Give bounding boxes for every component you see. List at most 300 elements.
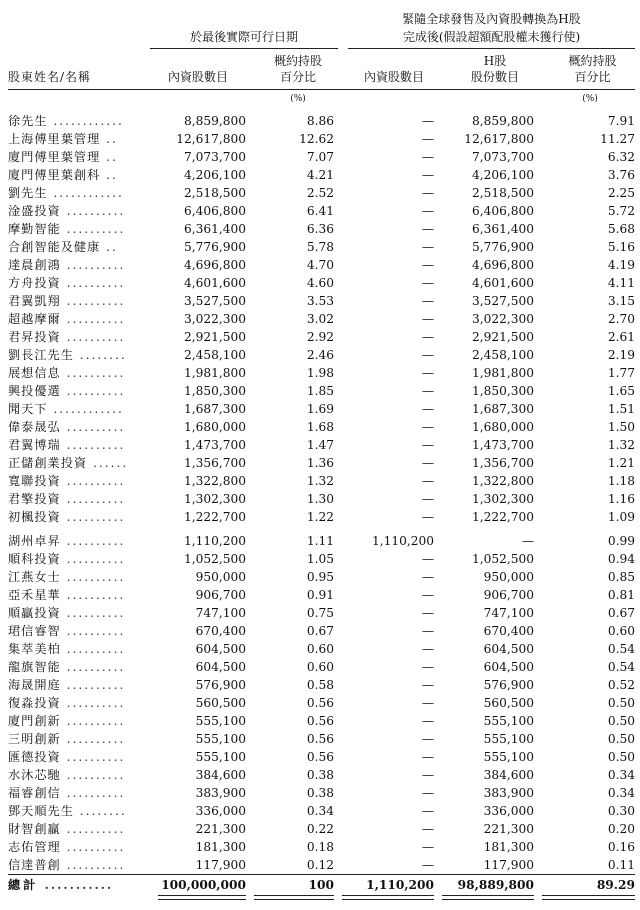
pct-after: 0.50 [607, 696, 635, 710]
shareholder-name [8, 202, 150, 220]
h-shares-after: 1,322,800 [471, 474, 534, 488]
domestic-shares-after: — [421, 606, 434, 620]
shareholder-name [8, 622, 150, 640]
domestic-shares-before: 2,921,500 [183, 330, 246, 344]
pct-before: 0.75 [306, 606, 334, 620]
leader-dots: .......... [60, 552, 126, 566]
domestic-shares-before: 555,100 [195, 732, 246, 746]
shareholder-name [8, 184, 150, 202]
shareholder-name [8, 166, 150, 184]
shareholder-name-text: 摩勤智能 [8, 222, 61, 236]
leader-dots: .......... [60, 786, 126, 800]
leader-dots: .. [100, 168, 118, 182]
leader-dots: .......... [60, 312, 126, 326]
table-row [8, 292, 635, 310]
leader-dots: .......... [60, 660, 126, 674]
table-row [8, 712, 635, 730]
domestic-shares-before: 12,617,800 [176, 132, 246, 146]
h-shares-after: 98,889,800 [434, 875, 534, 896]
domestic-shares-after: 1,110,200 [334, 875, 434, 896]
pct-after: 2.19 [607, 348, 635, 362]
shareholder-name [8, 802, 150, 820]
shareholder-name [8, 454, 150, 472]
h-shares-after: 6,361,400 [471, 222, 534, 236]
shareholder-name-text: 廈門傅里葉創科 [8, 168, 101, 182]
pct-before: 0.60 [306, 642, 334, 656]
shareholder-name [8, 875, 150, 896]
pct-before: 0.18 [306, 840, 334, 854]
table-row [8, 472, 635, 490]
shareholder-name-text: 志佑管理 [8, 840, 61, 854]
total-double-underline-d-before [158, 895, 246, 900]
domestic-shares-before: 3,022,300 [183, 312, 246, 326]
shareholder-name [8, 292, 150, 310]
shareholder-name [8, 550, 150, 568]
pct-after: 1.09 [607, 510, 635, 524]
h-shares-after: 6,406,800 [471, 204, 534, 218]
shareholder-name-text: 上海傅里葉管理 [8, 132, 101, 146]
pct-before: 3.02 [306, 312, 334, 326]
shareholder-name-text: 順科投資 [8, 552, 61, 566]
pct-before: 0.22 [306, 822, 334, 836]
h-shares-after: 555,100 [483, 750, 534, 764]
h-shares-after: 555,100 [483, 714, 534, 728]
group-header-after-line2: 完成後(假設超額配股權未獲行使) [402, 30, 581, 44]
shareholder-name [8, 256, 150, 274]
group-header-after-line1: 緊隨全球發售及內資股轉換為H股 [402, 12, 581, 26]
domestic-shares-before: 1,680,000 [183, 420, 246, 434]
pct-before: 6.36 [306, 222, 334, 236]
shareholder-name [8, 838, 150, 856]
pct-before: 1.30 [306, 492, 334, 506]
pct-after: 0.34 [607, 786, 635, 800]
shareholder-name [8, 274, 150, 292]
domestic-shares-before: 604,500 [195, 660, 246, 674]
pct-after: 1.32 [607, 438, 635, 452]
shareholder-name-text: 廈門傅里葉管理 [8, 150, 101, 164]
domestic-shares-after: — [421, 366, 434, 380]
pct-after: 5.68 [607, 222, 635, 236]
domestic-shares-before: 906,700 [195, 588, 246, 602]
h-shares-after: 1,687,300 [471, 402, 534, 416]
h-shares-after: 1,222,700 [471, 510, 534, 524]
domestic-shares-before: 555,100 [195, 750, 246, 764]
domestic-shares-before: 670,400 [195, 624, 246, 638]
domestic-shares-before: 950,000 [195, 570, 246, 584]
shareholder-name-text: 龍旗智能 [8, 660, 61, 674]
shareholder-name [8, 328, 150, 346]
domestic-shares-before: 1,222,700 [183, 510, 246, 524]
table-row [8, 820, 635, 838]
domestic-shares-before: 576,900 [195, 678, 246, 692]
domestic-shares-after: — [421, 678, 434, 692]
pct-after: 0.54 [607, 660, 635, 674]
h-shares-after: 181,300 [483, 840, 534, 854]
shareholder-name [8, 130, 150, 148]
pct-before: 12.62 [299, 132, 334, 146]
pct-before: 0.56 [306, 714, 334, 728]
col-header-h-after-line2: 股份數目 [470, 70, 519, 84]
h-shares-after: 4,601,600 [471, 276, 534, 290]
domestic-shares-before: 7,073,700 [183, 150, 246, 164]
pct-before: 6.41 [306, 204, 334, 218]
table-row [8, 436, 635, 454]
domestic-shares-after: — [421, 258, 434, 272]
h-shares-after: 1,981,800 [471, 366, 534, 380]
domestic-shares-after: — [421, 330, 434, 344]
leader-dots: .......... [60, 366, 126, 380]
pct-before: 0.56 [306, 732, 334, 746]
total-double-underline-pct-before [254, 895, 334, 900]
table-row [8, 676, 635, 694]
domestic-shares-before: 6,406,800 [183, 204, 246, 218]
h-shares-after: 1,850,300 [471, 384, 534, 398]
table-row [8, 838, 635, 856]
pct-before: 1.11 [306, 534, 334, 548]
shareholder-name-text: 達晨創鴻 [8, 258, 61, 272]
domestic-shares-after: — [421, 384, 434, 398]
shareholder-name-text: 劉長江先生 [8, 348, 74, 362]
pct-after: 0.52 [607, 678, 635, 692]
leader-dots: .......... [60, 678, 126, 692]
pct-before: 2.52 [306, 186, 334, 200]
domestic-shares-after: — [421, 714, 434, 728]
total-double-underline-pct-after [542, 895, 635, 900]
domestic-shares-after: — [421, 456, 434, 470]
shareholder-name [8, 676, 150, 694]
domestic-shares-before: 1,687,300 [183, 402, 246, 416]
leader-dots: ............ [47, 114, 124, 128]
pct-before: 0.56 [306, 750, 334, 764]
leader-dots: .......... [60, 420, 126, 434]
domestic-shares-after: — [421, 150, 434, 164]
leader-dots: .......... [60, 258, 126, 272]
shareholder-name-text: 聞天下 [8, 402, 48, 416]
leader-dots: .. [100, 240, 118, 254]
pct-after: 4.19 [607, 258, 635, 272]
domestic-shares-after: — [421, 750, 434, 764]
pct-after: 0.99 [607, 534, 635, 548]
pct-after: 2.70 [607, 312, 635, 326]
shareholder-name-text: 湖州卓昇 [8, 534, 61, 548]
pct-after: 3.15 [607, 294, 635, 308]
table-row [8, 532, 635, 550]
pct-unit-after: (%) [582, 94, 598, 104]
table-row [8, 694, 635, 712]
table-row [8, 166, 635, 184]
pct-before: 4.70 [306, 258, 334, 272]
shareholder-name-text: 信達普創 [8, 858, 61, 872]
domestic-shares-after: — [421, 294, 434, 308]
shareholder-name-text: 寬聯投資 [8, 474, 61, 488]
domestic-shares-after: — [421, 402, 434, 416]
group-header-before-underline [150, 48, 338, 49]
pct-after: 1.18 [607, 474, 635, 488]
shareholder-name-text: 君翼博瑞 [8, 438, 61, 452]
pct-before: 5.78 [306, 240, 334, 254]
domestic-shares-after: — [421, 438, 434, 452]
pct-before: 0.12 [306, 858, 334, 872]
pct-after: 1.21 [607, 456, 635, 470]
h-shares-after: 604,500 [483, 660, 534, 674]
shareholder-name-text: 展想信息 [8, 366, 61, 380]
domestic-shares-before: 384,600 [195, 768, 246, 782]
shareholder-name [8, 586, 150, 604]
pct-after: 0.54 [607, 642, 635, 656]
pct-before: 1.05 [306, 552, 334, 566]
pct-after: 0.34 [607, 768, 635, 782]
shareholder-name [8, 820, 150, 838]
table-row [8, 784, 635, 802]
table-row [8, 382, 635, 400]
pct-after: 11.27 [600, 132, 635, 146]
leader-dots: .......... [60, 276, 126, 290]
shareholder-name [8, 418, 150, 436]
shareholder-name [8, 748, 150, 766]
table-row [8, 454, 635, 472]
domestic-shares-before: 383,900 [195, 786, 246, 800]
domestic-shares-after: — [421, 624, 434, 638]
shareholder-name-text: 君昇投資 [8, 330, 61, 344]
pct-before: 0.58 [306, 678, 334, 692]
table-row [8, 220, 635, 238]
total-double-underline-d-after [342, 895, 434, 900]
domestic-shares-after: — [421, 240, 434, 254]
domestic-shares-after: — [421, 840, 434, 854]
shareholder-name-text: 順贏投資 [8, 606, 61, 620]
shareholder-name [8, 694, 150, 712]
pct-after: 1.65 [607, 384, 635, 398]
shareholder-name [8, 604, 150, 622]
leader-dots: .......... [60, 330, 126, 344]
shareholder-name [8, 310, 150, 328]
pct-after: 4.11 [607, 276, 635, 290]
shareholder-name-text: 合創智能及健康 [8, 240, 101, 254]
col-header-domestic-after: 內資股數目 [363, 70, 424, 84]
h-shares-after: 1,473,700 [471, 438, 534, 452]
shareholder-name-text: 淦盛投資 [8, 204, 61, 218]
leader-dots: .......... [60, 696, 126, 710]
pct-before: 3.53 [306, 294, 334, 308]
pct-after: 3.76 [607, 168, 635, 182]
h-shares-after: 336,000 [483, 804, 534, 818]
domestic-shares-before: 100,000,000 [150, 875, 246, 896]
pct-before: 1.85 [306, 384, 334, 398]
shareholder-name-text: 復淼投資 [8, 696, 61, 710]
col-header-name: 股東姓名/名稱 [8, 70, 92, 84]
shareholding-table [8, 112, 635, 895]
h-shares-after: 2,921,500 [471, 330, 534, 344]
domestic-shares-after: — [421, 858, 434, 872]
pct-before: 0.60 [306, 660, 334, 674]
shareholder-name-text: 亞禾星華 [8, 588, 61, 602]
shareholder-name [8, 730, 150, 748]
shareholder-name [8, 436, 150, 454]
pct-before: 7.07 [306, 150, 334, 164]
leader-dots: .......... [60, 492, 126, 506]
domestic-shares-before: 604,500 [195, 642, 246, 656]
shareholder-name-text: 鄧天順先生 [8, 804, 74, 818]
domestic-shares-before: 1,981,800 [183, 366, 246, 380]
domestic-shares-before: 4,601,600 [183, 276, 246, 290]
pct-before: 4.60 [306, 276, 334, 290]
domestic-shares-before: 2,458,100 [183, 348, 246, 362]
pct-after: 0.16 [607, 840, 635, 854]
domestic-shares-after: — [421, 642, 434, 656]
shareholder-name-text: 正儲創業投資 [8, 456, 88, 470]
shareholder-name [8, 238, 150, 256]
total-row [8, 875, 635, 896]
table-row [8, 418, 635, 436]
shareholder-name-text: 劉先生 [8, 186, 48, 200]
shareholder-name [8, 400, 150, 418]
h-shares-after: 555,100 [483, 732, 534, 746]
col-header-pct-after-line1: 概約持股 [568, 54, 617, 68]
domestic-shares-after: — [421, 570, 434, 584]
pct-before: 1.68 [306, 420, 334, 434]
shareholder-name-text: 偉泰晟弘 [8, 420, 61, 434]
table-row [8, 112, 635, 130]
domestic-shares-before: 2,518,500 [183, 186, 246, 200]
h-shares-after: 7,073,700 [471, 150, 534, 164]
shareholder-name-text: 集萃美柏 [8, 642, 61, 656]
domestic-shares-before: 336,000 [195, 804, 246, 818]
pct-before: 1.69 [306, 402, 334, 416]
leader-dots: ............ [47, 186, 124, 200]
shareholder-name [8, 532, 150, 550]
domestic-shares-after: — [421, 348, 434, 362]
h-shares-after: 950,000 [483, 570, 534, 584]
table-row [8, 640, 635, 658]
pct-before: 100 [246, 875, 334, 896]
h-shares-after: 906,700 [483, 588, 534, 602]
pct-after: 7.91 [607, 114, 635, 128]
h-shares-after: 2,458,100 [471, 348, 534, 362]
leader-dots: .......... [60, 294, 126, 308]
shareholder-name-text: 總計 [8, 878, 39, 892]
col-header-h-after-line1: H股 [483, 54, 507, 68]
shareholder-name-text: 匯德投資 [8, 750, 61, 764]
pct-before: 2.46 [306, 348, 334, 362]
domestic-shares-before: 1,356,700 [183, 456, 246, 470]
domestic-shares-after: — [421, 822, 434, 836]
pct-before: 0.38 [306, 786, 334, 800]
domestic-shares-after: — [421, 222, 434, 236]
h-shares-after: 1,356,700 [471, 456, 534, 470]
pct-after: 5.16 [607, 240, 635, 254]
pct-after: 0.60 [607, 624, 635, 638]
domestic-shares-before: 1,110,200 [183, 534, 246, 548]
h-shares-after: 221,300 [483, 822, 534, 836]
pct-after: 0.30 [607, 804, 635, 818]
h-shares-after: 1,680,000 [471, 420, 534, 434]
domestic-shares-after: — [421, 114, 434, 128]
leader-dots: .......... [60, 204, 126, 218]
shareholder-name-text: 君翼凱翔 [8, 294, 61, 308]
h-shares-after: 747,100 [483, 606, 534, 620]
pct-before: 1.32 [306, 474, 334, 488]
shareholder-name [8, 472, 150, 490]
domestic-shares-after: — [421, 732, 434, 746]
table-row [8, 508, 635, 526]
h-shares-after: 560,500 [483, 696, 534, 710]
pct-after: 0.11 [607, 858, 635, 872]
pct-before: 4.21 [306, 168, 334, 182]
pct-after: 0.50 [607, 750, 635, 764]
table-row [8, 328, 635, 346]
leader-dots: ........... [38, 878, 114, 892]
col-header-pct-before-line1: 概約持股 [273, 54, 322, 68]
shareholder-name [8, 148, 150, 166]
shareholder-name [8, 784, 150, 802]
shareholder-name-text: 海晟開庭 [8, 678, 61, 692]
leader-dots: .......... [60, 588, 126, 602]
leader-dots: .......... [60, 732, 126, 746]
shareholder-name [8, 112, 150, 130]
domestic-shares-before: 555,100 [195, 714, 246, 728]
domestic-shares-before: 4,206,100 [183, 168, 246, 182]
domestic-shares-before: 747,100 [195, 606, 246, 620]
domestic-shares-before: 3,527,500 [183, 294, 246, 308]
table-row [8, 622, 635, 640]
domestic-shares-before: 181,300 [195, 840, 246, 854]
leader-dots: .......... [60, 438, 126, 452]
table-row [8, 364, 635, 382]
table-row [8, 184, 635, 202]
domestic-shares-after: — [421, 660, 434, 674]
table-row [8, 346, 635, 364]
table-row [8, 568, 635, 586]
domestic-shares-after: — [421, 312, 434, 326]
shareholder-name [8, 490, 150, 508]
domestic-shares-after: — [421, 552, 434, 566]
shareholder-name-text: 廈門創新 [8, 714, 61, 728]
h-shares-after: 576,900 [483, 678, 534, 692]
table-row [8, 490, 635, 508]
domestic-shares-after: — [421, 168, 434, 182]
leader-dots: .. [100, 150, 118, 164]
col-header-pct-before-line2: 百分比 [279, 70, 316, 84]
leader-dots: ........ [73, 804, 127, 818]
domestic-shares-after: — [421, 588, 434, 602]
domestic-shares-before: 1,322,800 [183, 474, 246, 488]
pct-before: 0.56 [306, 696, 334, 710]
leader-dots: .......... [60, 624, 126, 638]
h-shares-after: 117,900 [483, 858, 534, 872]
table-row [8, 202, 635, 220]
shareholder-name [8, 364, 150, 382]
pct-after: 0.50 [607, 714, 635, 728]
pct-after: 1.51 [607, 402, 635, 416]
table-row [8, 274, 635, 292]
leader-dots: .......... [60, 384, 126, 398]
col-header-pct-after-line2: 百分比 [574, 70, 611, 84]
domestic-shares-after: — [421, 804, 434, 818]
pct-before: 2.92 [306, 330, 334, 344]
pct-after: 1.16 [607, 492, 635, 506]
h-shares-after: 3,527,500 [471, 294, 534, 308]
table-row [8, 310, 635, 328]
leader-dots: .......... [60, 822, 126, 836]
table-row [8, 256, 635, 274]
shareholder-name [8, 712, 150, 730]
pct-after: 89.29 [534, 875, 635, 896]
domestic-shares-before: 117,900 [195, 858, 246, 872]
pct-after: 2.61 [607, 330, 635, 344]
h-shares-after: 4,696,800 [471, 258, 534, 272]
domestic-shares-after: — [421, 204, 434, 218]
shareholder-name [8, 382, 150, 400]
